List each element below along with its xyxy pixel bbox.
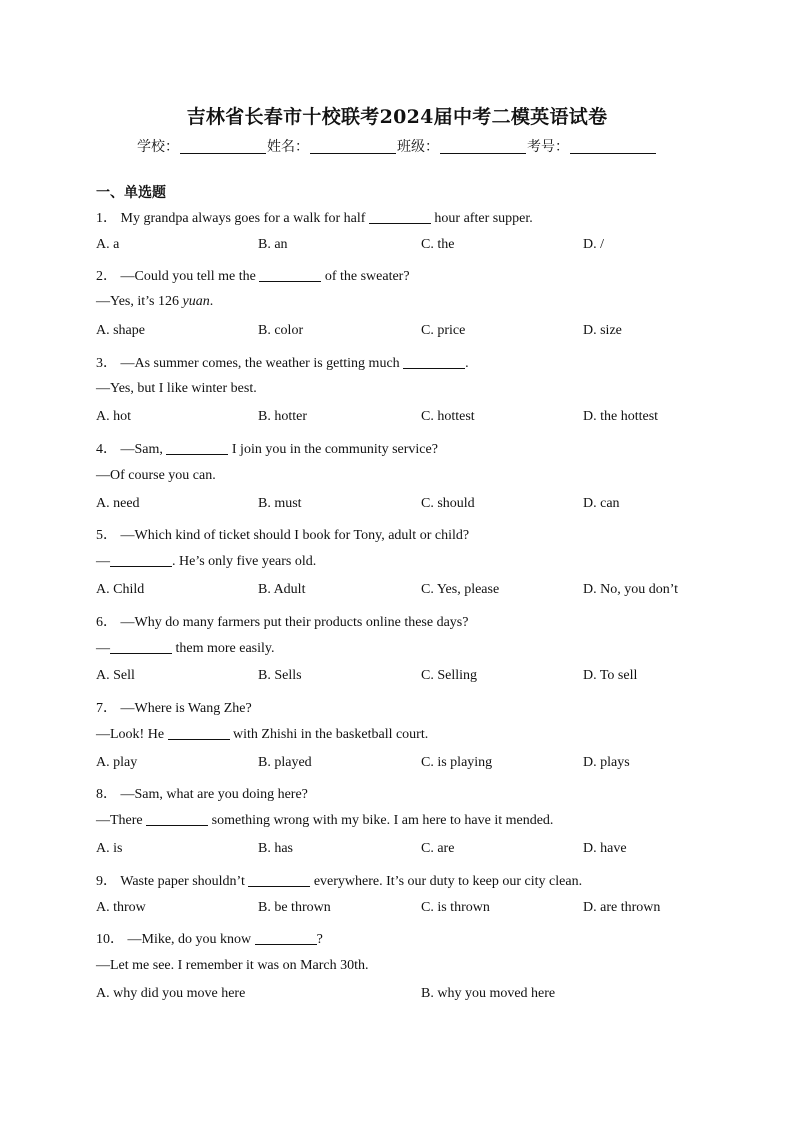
question-6-stem: 6． —Why do many farmers put their products online these days? <box>96 615 469 630</box>
question-2-option-a[interactable]: A. shape <box>96 323 145 338</box>
question-3-stem: 3． —As summer comes, the weather is getting much . <box>96 356 469 371</box>
question-9-option-a[interactable]: A. throw <box>96 900 146 915</box>
question-2-option-c[interactable]: C. price <box>421 323 466 338</box>
question-3-option-c[interactable]: C. hottest <box>421 409 475 424</box>
question-4-stem: 4． —Sam, I join you in the community service? <box>96 442 438 457</box>
answer-blank <box>403 356 465 369</box>
question-5-option-d[interactable]: D. No, you don’t <box>583 582 679 597</box>
question-2-reply: —Yes, it’s 126 yuan. <box>96 294 214 309</box>
name-blank[interactable] <box>310 139 396 154</box>
question-9-stem: 9． Waste paper shouldn’t everywhere. It’s our duty to keep our city clean. <box>96 874 583 889</box>
answer-blank <box>110 554 172 567</box>
question-2-option-d[interactable]: D. size <box>583 323 622 338</box>
question-9-option-d[interactable]: D. are thrown <box>583 900 661 915</box>
question-5-option-a[interactable]: A. Child <box>96 582 145 597</box>
question-5-stem: 5． —Which kind of ticket should I book for Tony, adult or child? <box>96 528 470 543</box>
answer-blank <box>146 813 208 826</box>
question-5-reply: — . He’s only five years old. <box>96 554 317 569</box>
question-2-stem: 2． —Could you tell me the of the sweater? <box>96 269 410 284</box>
exam-title: 吉林省长春市十校联考2024届中考二模英语试卷 <box>186 106 608 128</box>
question-6-option-b[interactable]: B. Sells <box>258 668 302 683</box>
question-9-option-c[interactable]: C. is thrown <box>421 900 490 915</box>
question-7-option-c[interactable]: C. is playing <box>421 755 493 770</box>
school-label: 学校： <box>137 139 179 155</box>
number-blank[interactable] <box>570 139 656 154</box>
question-10-option-a[interactable]: A. why did you move here <box>96 986 246 1001</box>
answer-blank <box>255 932 317 945</box>
question-10-reply: —Let me see. I remember it was on March 30th. <box>96 958 369 973</box>
question-7-reply: —Look! He with Zhishi in the basketball court. <box>96 727 429 742</box>
question-6-option-d[interactable]: D. To sell <box>583 668 638 683</box>
question-4-option-c[interactable]: C. should <box>421 496 475 511</box>
question-1-option-b[interactable]: B. an <box>258 237 288 252</box>
question-10-option-b[interactable]: B. why you moved here <box>421 986 556 1001</box>
section-title: 一、单选题 <box>96 185 166 201</box>
answer-blank <box>259 269 321 282</box>
answer-blank <box>248 874 310 887</box>
school-blank[interactable] <box>180 139 266 154</box>
question-4-reply: —Of course you can. <box>96 468 216 483</box>
answer-blank <box>110 641 172 654</box>
question-7-stem: 7． —Where is Wang Zhe? <box>96 701 252 716</box>
question-8-option-d[interactable]: D. have <box>583 841 627 856</box>
question-4-option-d[interactable]: D. can <box>583 496 620 511</box>
question-3-option-a[interactable]: A. hot <box>96 409 131 424</box>
class-blank[interactable] <box>440 139 526 154</box>
number-label: 考号： <box>527 139 569 155</box>
question-5-option-c[interactable]: C. Yes, please <box>421 582 500 597</box>
class-label: 班级： <box>397 139 439 155</box>
question-3-option-d[interactable]: D. the hottest <box>583 409 659 424</box>
question-8-option-b[interactable]: B. has <box>258 841 293 856</box>
question-10-stem: 10． —Mike, do you know ? <box>96 932 323 947</box>
student-info-line <box>0 136 794 156</box>
question-8-option-c[interactable]: C. are <box>421 841 455 856</box>
question-2-option-b[interactable]: B. color <box>258 323 304 338</box>
question-1-stem: 1． My grandpa always goes for a walk for half hour after supper. <box>96 211 533 226</box>
answer-blank <box>168 727 230 740</box>
question-8-reply: —There something wrong with my bike. I am here to have it mended. <box>96 813 554 828</box>
question-7-option-b[interactable]: B. played <box>258 755 312 770</box>
question-1-option-c[interactable]: C. the <box>421 237 455 252</box>
question-1-option-d[interactable]: D. / <box>583 237 604 252</box>
answer-blank <box>166 442 228 455</box>
question-4-option-a[interactable]: A. need <box>96 496 140 511</box>
question-5-option-b[interactable]: B. Adult <box>258 582 306 597</box>
answer-blank <box>369 211 431 224</box>
question-8-stem: 8． —Sam, what are you doing here? <box>96 787 308 802</box>
name-label: 姓名： <box>267 139 309 155</box>
question-8-option-a[interactable]: A. is <box>96 841 123 856</box>
question-3-option-b[interactable]: B. hotter <box>258 409 307 424</box>
question-3-reply: —Yes, but I like winter best. <box>96 381 257 396</box>
question-6-option-a[interactable]: A. Sell <box>96 668 135 683</box>
question-7-option-a[interactable]: A. play <box>96 755 138 770</box>
question-6-reply: — them more easily. <box>96 641 275 656</box>
question-4-option-b[interactable]: B. must <box>258 496 302 511</box>
question-9-option-b[interactable]: B. be thrown <box>258 900 331 915</box>
question-6-option-c[interactable]: C. Selling <box>421 668 478 683</box>
question-1-option-a[interactable]: A. a <box>96 237 120 252</box>
question-7-option-d[interactable]: D. plays <box>583 755 630 770</box>
